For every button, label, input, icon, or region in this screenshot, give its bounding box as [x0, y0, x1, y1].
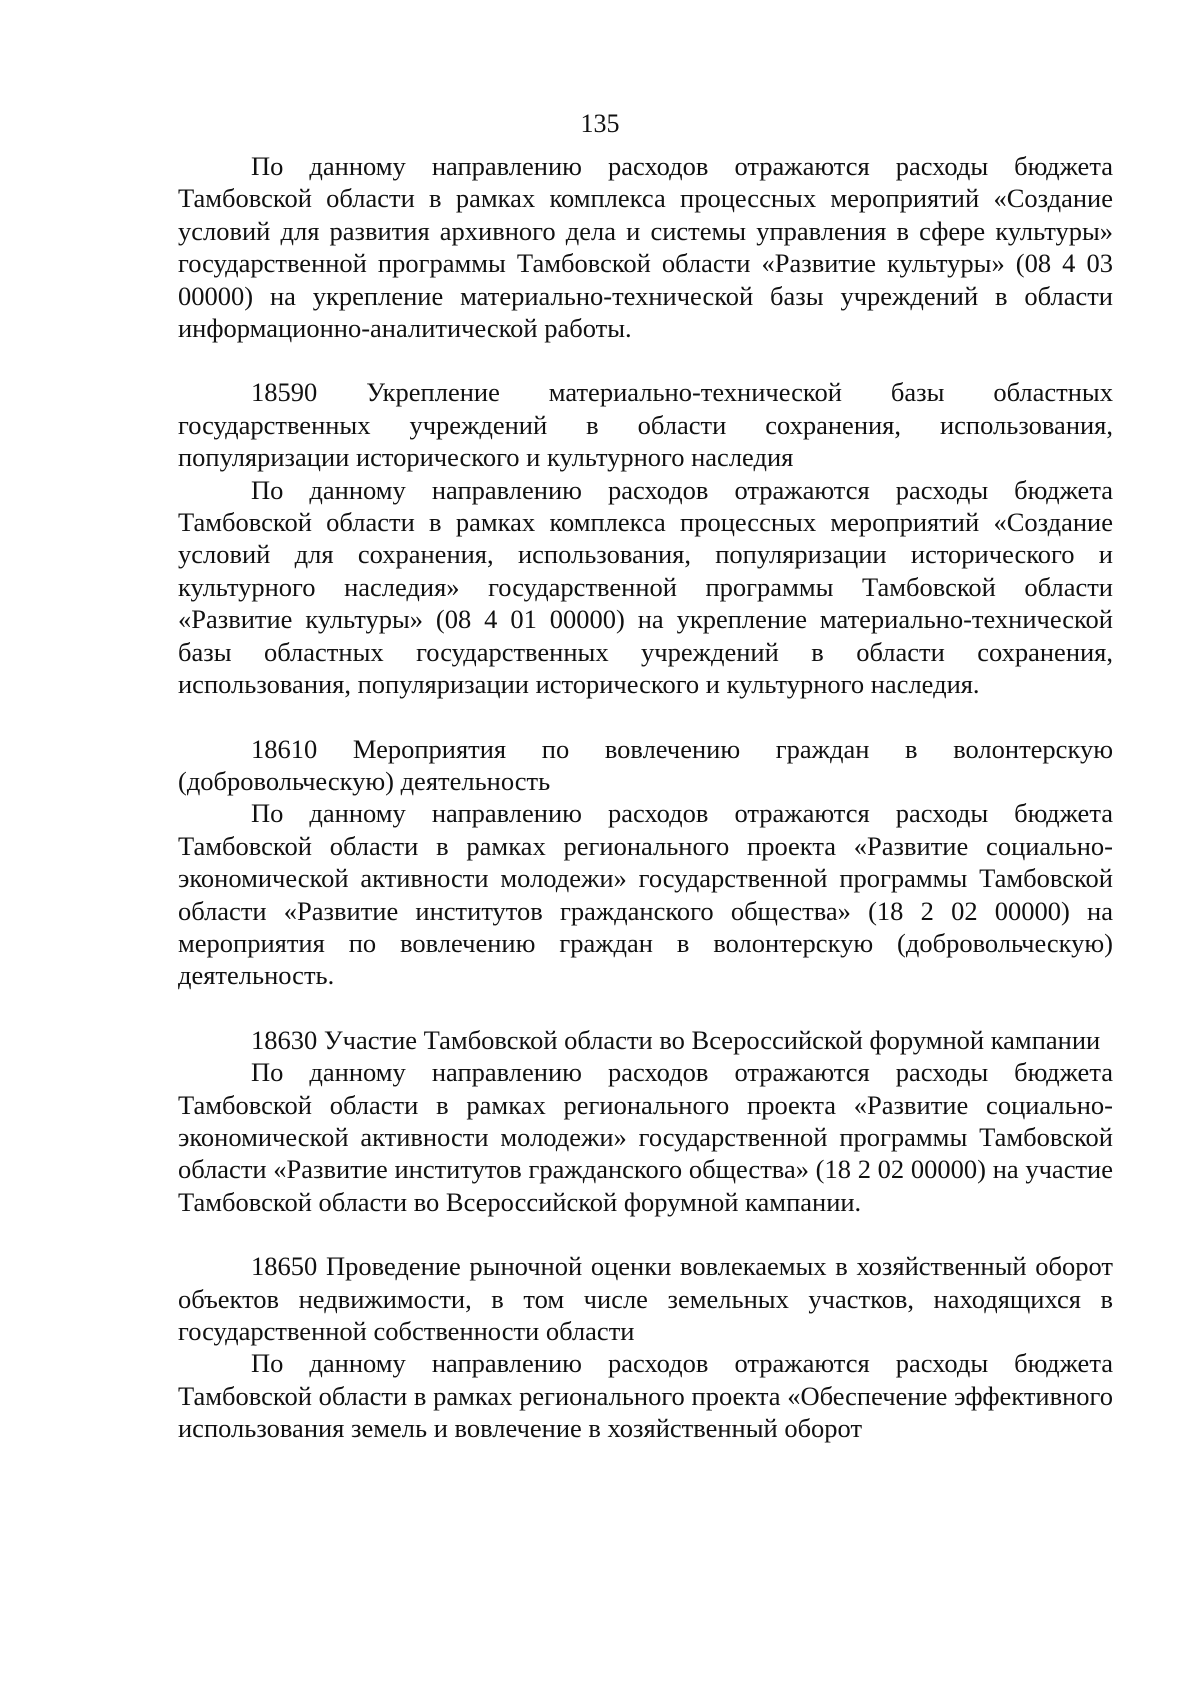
paragraph-18590: По данному направлению расходов отражаются расходы бюджета Тамбовской области в рамках комплекса процессных мероприятий «Создание условий для сохранения, использования, популяризации исторического и культурного наследия» государственной программы Тамбовской области «Развитие культуры» (08 4 01 00000) на укрепление материально-технической базы областных государственных учреждений в области сохранения, использования, популяризации исторического и культурного наследия.	[178, 474, 1113, 700]
page-number: 135	[580, 109, 620, 138]
section-heading-18650: 18650 Проведение рыночной оценки вовлекаемых в хозяйственный оборот объектов недвижимости, в том числе земельных участков, находящихся в государственной собственности области	[178, 1251, 1113, 1346]
section-heading-18610: 18610 Мероприятия по вовлечению граждан в волонтерскую (добровольческую) деятельность	[178, 733, 1113, 796]
paragraph-archive-base: По данному направлению расходов отражаются расходы бюджета Тамбовской области в рамках комплекса процессных мероприятий «Создание условий для развития архивного дела и системы управления в сфере культуры» государственной программы Тамбовской области «Развитие культуры» (08 4 03 00000) на укрепление материально-технической базы учреждений в области информационно-аналитической работы.	[178, 151, 1113, 344]
section-heading-18630: 18630 Участие Тамбовской области во Всероссийской форумной кампании	[251, 1024, 1101, 1055]
paragraph-18630: По данному направлению расходов отражаются расходы бюджета Тамбовской области в рамках регионального проекта «Развитие социально-экономической активности молодежи» государственной программы Тамбовской области «Развитие институтов гражданского общества» (18 2 02 00000) на участие Тамбовской области во Всероссийской форумной кампании.	[178, 1057, 1113, 1217]
document-body	[178, 150, 1113, 1445]
paragraph-18650: По данному направлению расходов отражаются расходы бюджета Тамбовской области в рамках регионального проекта «Обеспечение эффективного использования земель и вовлечение в хозяйственный оборот	[178, 1348, 1113, 1444]
section-heading-18590: 18590 Укрепление материально-технической базы областных государственных учреждений в области сохранения, использования, популяризации исторического и культурного наследия	[178, 377, 1113, 473]
paragraph-18610: По данному направлению расходов отражаются расходы бюджета Тамбовской области в рамках регионального проекта «Развитие социально-экономической активности молодежи» государственной программы Тамбовской области «Развитие институтов гражданского общества» (18 2 02 00000) на мероприятия по вовлечению граждан в волонтерскую (добровольческую) деятельность.	[178, 798, 1113, 991]
